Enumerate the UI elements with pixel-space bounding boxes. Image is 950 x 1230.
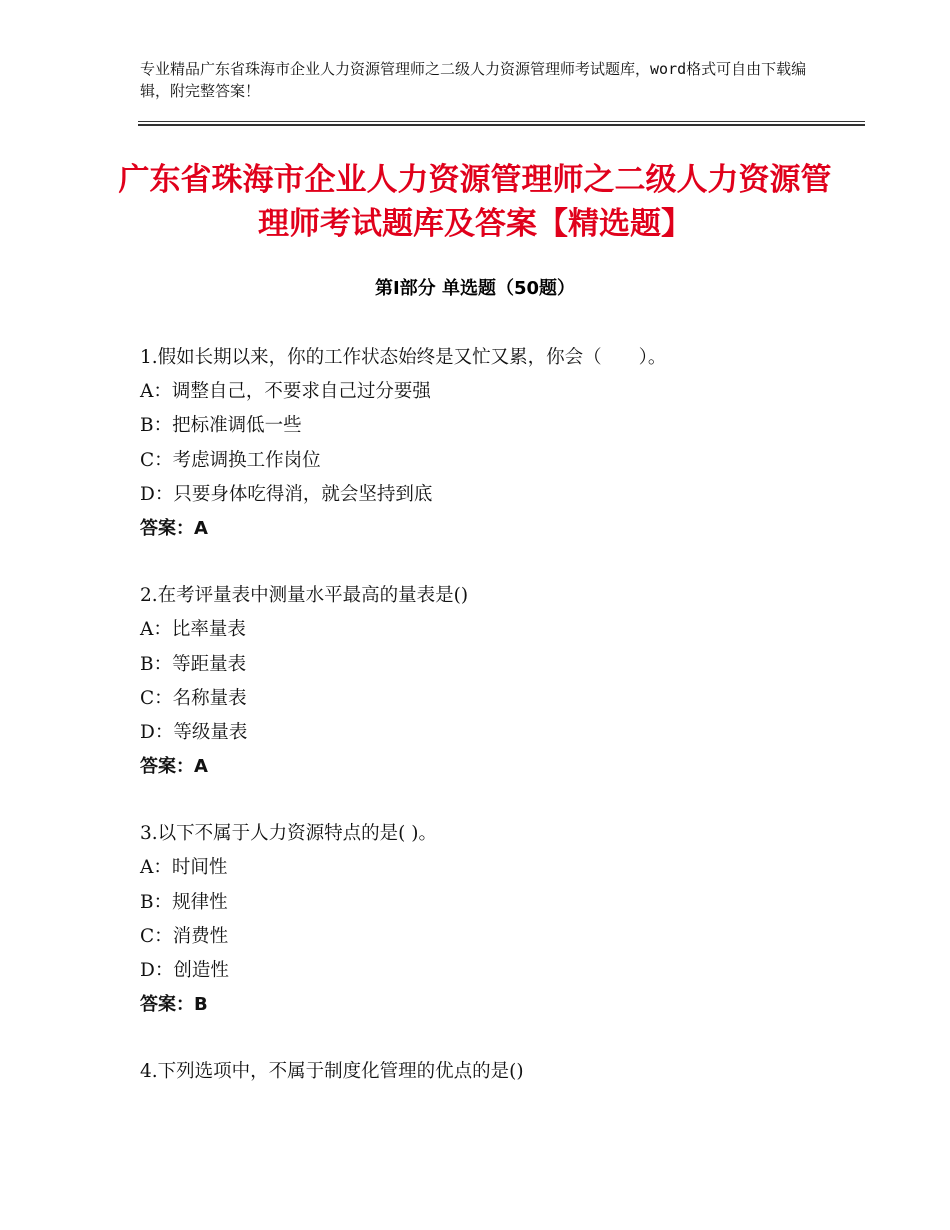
- question-3: [140, 821, 840, 1026]
- option-d: D：创造性: [140, 960, 229, 981]
- question-stem: 3.以下不属于人力资源特点的是( )。: [140, 823, 437, 845]
- question-list: [140, 345, 840, 1127]
- option-a: A：时间性: [140, 857, 228, 879]
- question-stem: 2.在考评量表中测量水平最高的量表是(): [140, 585, 469, 607]
- option-c: C：消费性: [140, 925, 229, 947]
- option-d: D：只要身体吃得消，就会坚持到底: [140, 483, 433, 505]
- question-1: [140, 345, 840, 550]
- header-note: 专业精品广东省珠海市企业人力资源管理师之二级人力资源管理师考试题库，word格式可自由下载编辑，附完整答案！: [140, 60, 807, 100]
- question-2: [140, 583, 840, 788]
- option-b: B：把标准调低一些: [140, 415, 302, 437]
- answer: 答案：A: [140, 756, 208, 778]
- document-title: 广东省珠海市企业人力资源管理师之二级人力资源管理师考试题库及答案【精选题】: [118, 162, 832, 242]
- option-d: D：等级量表: [140, 721, 248, 743]
- option-b: B：等距量表: [140, 653, 247, 675]
- option-a: A：调整自己，不要求自己过分要强: [140, 381, 431, 403]
- option-a: A：比率量表: [140, 619, 246, 641]
- option-c: C：考虑调换工作岗位: [140, 449, 321, 471]
- option-c: C：名称量表: [140, 687, 247, 709]
- header-divider-thick: [138, 124, 865, 126]
- question-stem: 1.假如长期以来，你的工作状态始终是又忙又累，你会（ ）。: [140, 347, 667, 368]
- answer: 答案：A: [140, 517, 208, 539]
- answer: 答案：B: [140, 994, 208, 1016]
- question-stem: 4.下列选项中，不属于制度化管理的优点的是(): [140, 1061, 524, 1083]
- header-divider: [138, 121, 865, 122]
- question-4: [140, 1059, 840, 1093]
- section-title: 第Ⅰ部分 单选题（50题）: [374, 278, 575, 299]
- option-b: B：规律性: [140, 891, 228, 913]
